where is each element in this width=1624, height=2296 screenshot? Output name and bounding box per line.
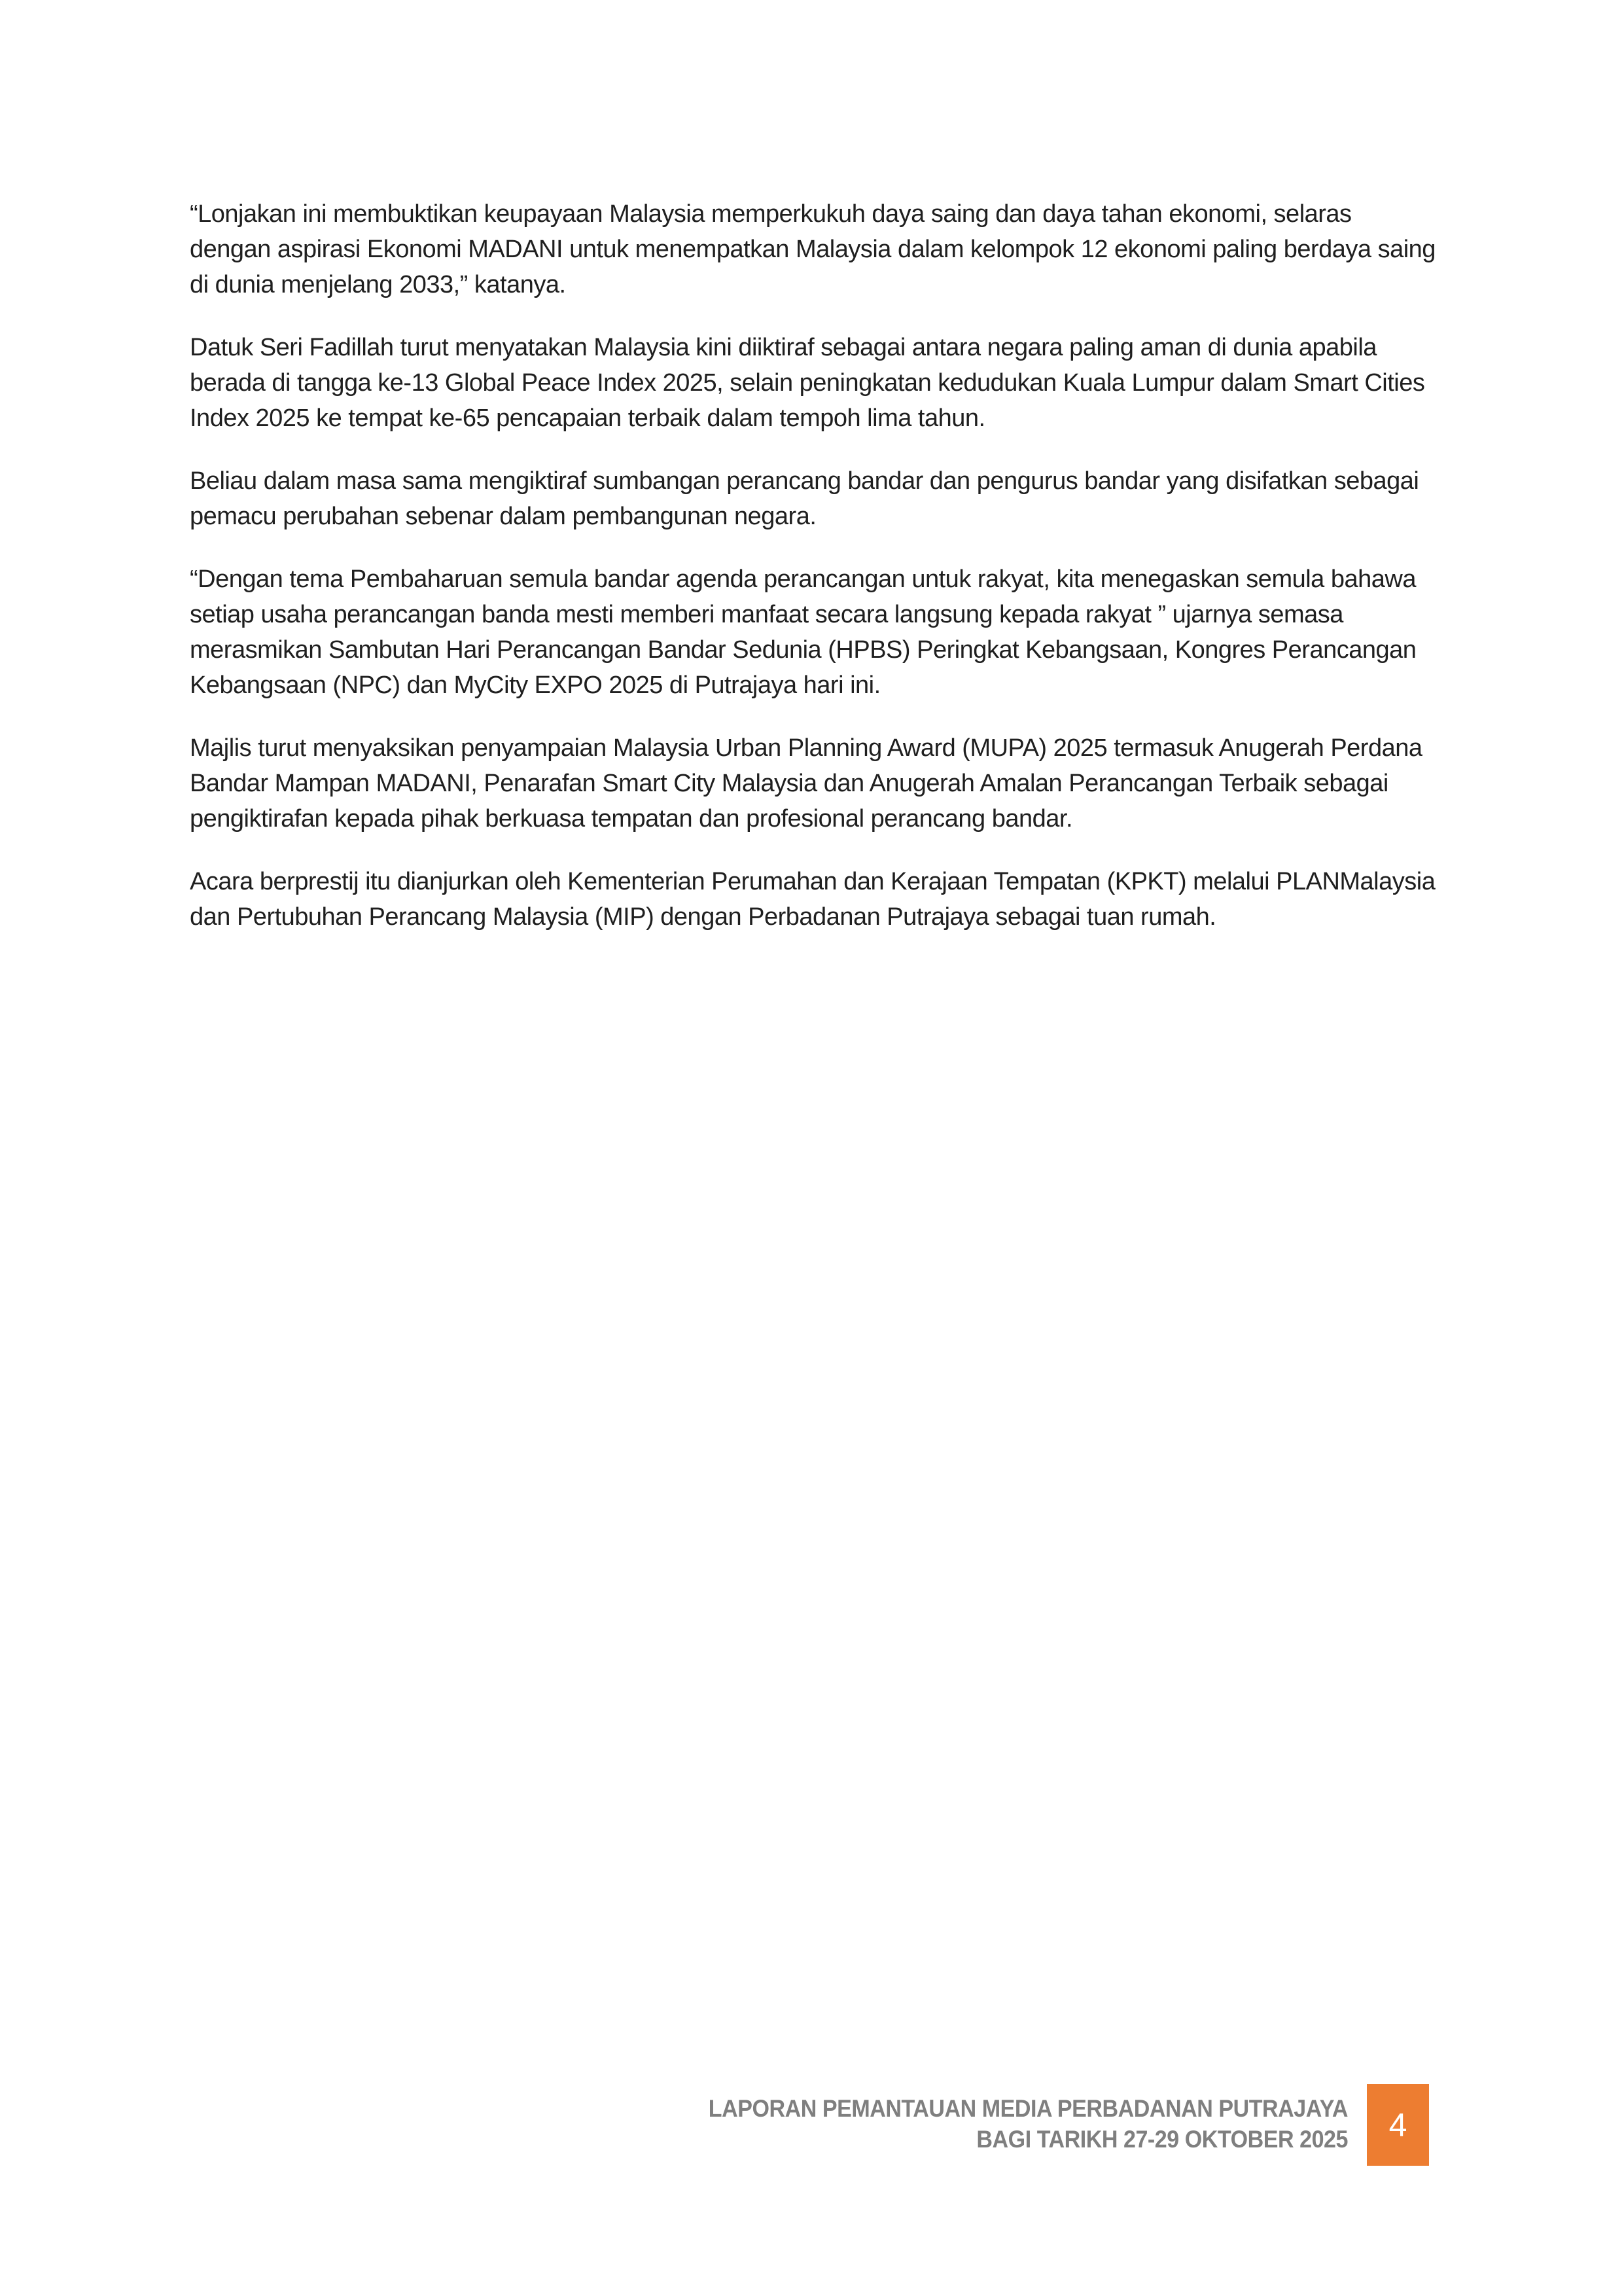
article-paragraph: “Dengan tema Pembaharuan semula bandar agenda perancangan untuk rakyat, kita menegaskan semula bahawa setiap usaha perancangan banda mesti memberi manfaat secara langsung kepada rakyat ” ujarnya semasa merasmikan Sambutan Hari Perancangan Bandar Sedunia (HPBS) Peringkat Kebangsaan, Kongres Perancangan Kebangsaan (NPC) dan MyCity EXPO 2025 di Putrajaya hari ini. <box>190 565 1417 699</box>
article-paragraph: Majlis turut menyaksikan penyampaian Malaysia Urban Planning Award (MUPA) 2025 termasuk Anugerah Perdana Bandar Mampan MADANI, Penarafan Smart City Malaysia dan Anugerah Amalan Perancangan Terbaik sebagai pengiktirafan kepada pihak berkuasa tempatan dan profesional perancang bandar. <box>190 734 1422 833</box>
footer-report-title <box>505 2093 1348 2155</box>
footer-title-line2: BAGI TARIKH 27-29 OKTOBER 2025 <box>976 2126 1348 2153</box>
article-paragraph: “Lonjakan ini membuktikan keupayaan Malaysia memperkukuh daya saing dan daya tahan ekonomi, selaras dengan aspirasi Ekonomi MADANI untuk menempatkan Malaysia dalam kelompok 12 ekonomi paling berdaya saing di dunia menjelang 2033,” katanya. <box>190 200 1436 298</box>
article-body <box>190 196 1436 962</box>
article-paragraph: Beliau dalam masa sama mengiktiraf sumbangan perancang bandar dan pengurus bandar yang disifatkan sebagai pemacu perubahan sebenar dalam pembangunan negara. <box>190 467 1419 530</box>
article-paragraph: Acara berprestij itu dianjurkan oleh Kementerian Perumahan dan Kerajaan Tempatan (KPKT) melalui PLANMalaysia dan Pertubuhan Perancang Malaysia (MIP) dengan Perbadanan Putrajaya sebagai tuan rumah. <box>190 868 1436 931</box>
page-number-badge: 4 <box>1367 2084 1429 2166</box>
article-paragraph: Datuk Seri Fadillah turut menyatakan Malaysia kini diiktiraf sebagai antara negara paling aman di dunia apabila berada di tangga ke-13 Global Peace Index 2025, selain peningkatan kedudukan Kuala Lumpur dalam Smart Cities Index 2025 ke tempat ke-65 pencapaian terbaik dalam tempoh lima tahun. <box>190 334 1425 432</box>
footer-title-line1: LAPORAN PEMANTAUAN MEDIA PERBADANAN PUTRAJAYA <box>708 2095 1348 2122</box>
